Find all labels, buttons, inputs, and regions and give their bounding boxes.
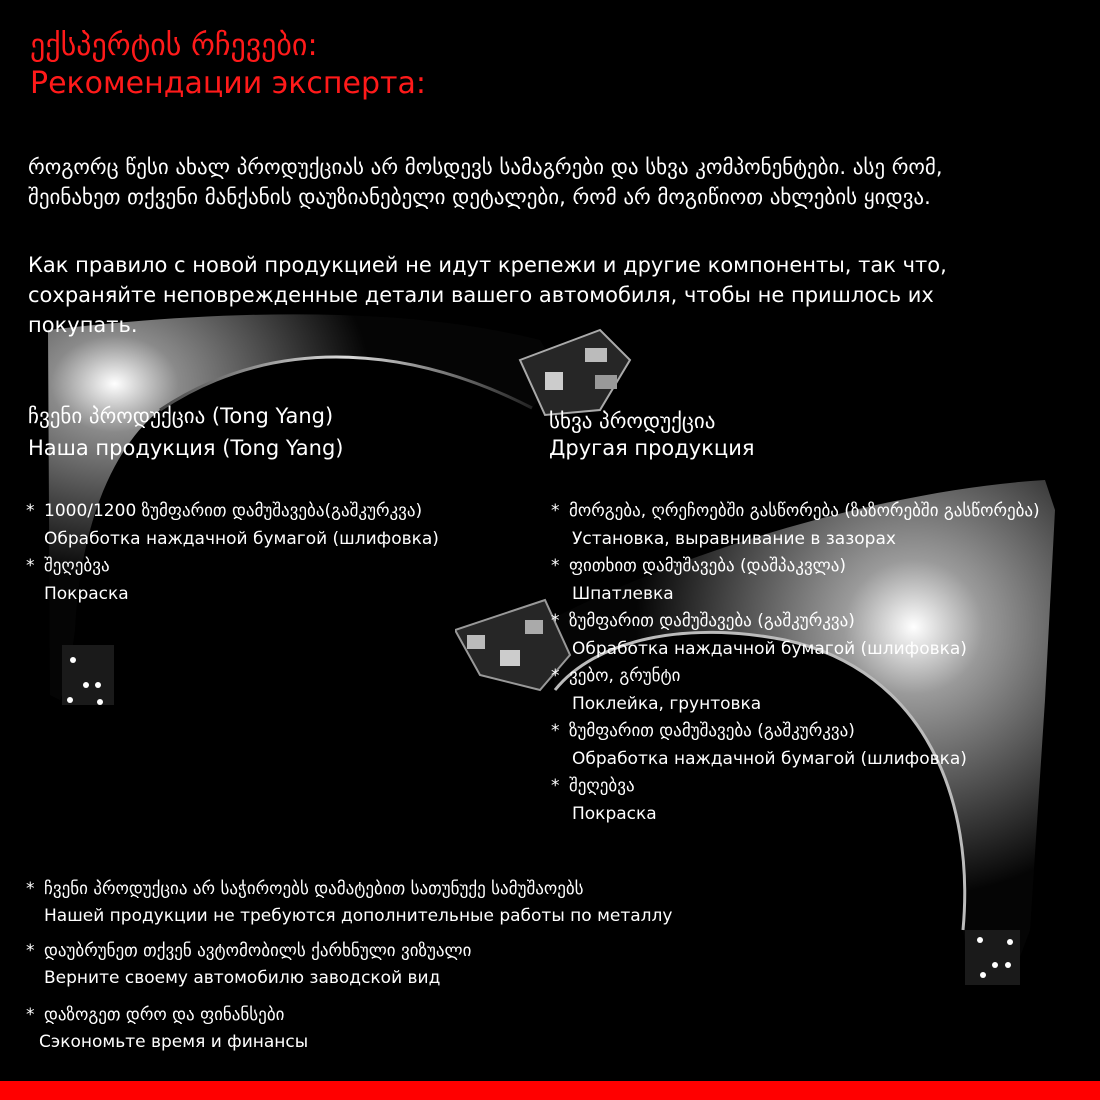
bullet-icon: * [26, 1005, 35, 1025]
bullet-icon: * [551, 721, 560, 741]
bullet-icon: * [26, 879, 35, 899]
bullet-icon: * [551, 666, 560, 686]
right-item-1-ru: Установка, выравнивание в зазорах [572, 529, 896, 549]
right-item-4-ru: Поклейка, грунтовка [572, 694, 762, 714]
bullet-icon: * [551, 611, 560, 631]
our-product-heading-ru: Наша продукция (Tong Yang) [28, 436, 344, 460]
right-item-6-ka: * შეღებვა [551, 773, 635, 799]
bullet-icon: * [26, 941, 35, 961]
title-russian: Рекомендации эксперта: [30, 66, 426, 101]
left-item-1-ka: * 1000/1200 ზუმფარით დამუშავება(გაშკურკვა) [26, 498, 422, 524]
bullet-icon: * [551, 501, 560, 521]
left-item-1-ru: Обработка наждачной бумагой (шлифовка) [44, 529, 439, 549]
note-2-ka: * დაუბრუნეთ თქვენ ავტომობილს ქარხნული ვიზუალი [26, 938, 471, 964]
bullet-icon: * [26, 501, 35, 521]
title-georgian: ექსპერტის რჩევები: [30, 28, 318, 63]
right-item-5-ka: * ზუმფარით დამუშავება (გაშკურკვა) [551, 718, 855, 744]
other-product-heading-ru: Другая продукция [549, 436, 755, 460]
note-3-ru: Сэкономьте время и финансы [39, 1032, 309, 1052]
left-item-2-ru: Покраска [44, 584, 129, 604]
right-item-6-ru: Покраска [572, 804, 657, 824]
bottom-red-bar [0, 1081, 1100, 1100]
bullet-icon: * [26, 556, 35, 576]
note-3-ka: * დაზოგეთ დრო და ფინანსები [26, 1002, 284, 1028]
left-item-2-ka: * შეღებვა [26, 553, 110, 579]
bullet-icon: * [551, 776, 560, 796]
note-1-ka: * ჩვენი პროდუქცია არ საჭიროებს დამატებით სათუნუქე სამუშაოებს [26, 876, 584, 902]
right-item-5-ru: Обработка наждачной бумагой (шлифовка) [572, 749, 967, 769]
right-item-2-ka: * ფითხით დამუშავება (დაშპაკვლა) [551, 553, 846, 579]
right-item-2-ru: Шпатлевка [572, 584, 674, 604]
right-item-4-ka: * ვებო, გრუნტი [551, 663, 680, 689]
right-item-3-ka: * ზუმფარით დამუშავება (გაშკურკვა) [551, 608, 855, 634]
right-item-3-ru: Обработка наждачной бумагой (шлифовка) [572, 639, 967, 659]
intro-georgian: როგორც წესი ახალ პროდუქციას არ მოსდევს სამაგრები და სხვა კომპონენტები. ასე რომ, შეინახეთ თქვენი მანქანის დაუზიანებელი დეტალები, რომ არ მოგიწიოთ ახლების ყიდვა. [28, 155, 943, 209]
our-product-heading-ka: ჩვენი პროდუქცია (Tong Yang) [28, 404, 334, 428]
other-product-heading-ka: სხვა პროდუქცია [549, 409, 716, 433]
intro-russian: Как правило с новой продукцией не идут крепежи и другие компоненты, так что, сохраняйте неповрежденные детали вашего автомобиля, чтобы не пришлось их покупать. [28, 253, 947, 337]
note-1-ru: Нашей продукции не требуются дополнительные работы по металлу [44, 906, 673, 926]
right-item-1-ka: * მორგება, ღრეჩოებში გასწორება (ზაზორებში გასწორება) [551, 498, 1040, 524]
note-2-ru: Верните своему автомобилю заводской вид [44, 968, 441, 988]
bullet-icon: * [551, 556, 560, 576]
